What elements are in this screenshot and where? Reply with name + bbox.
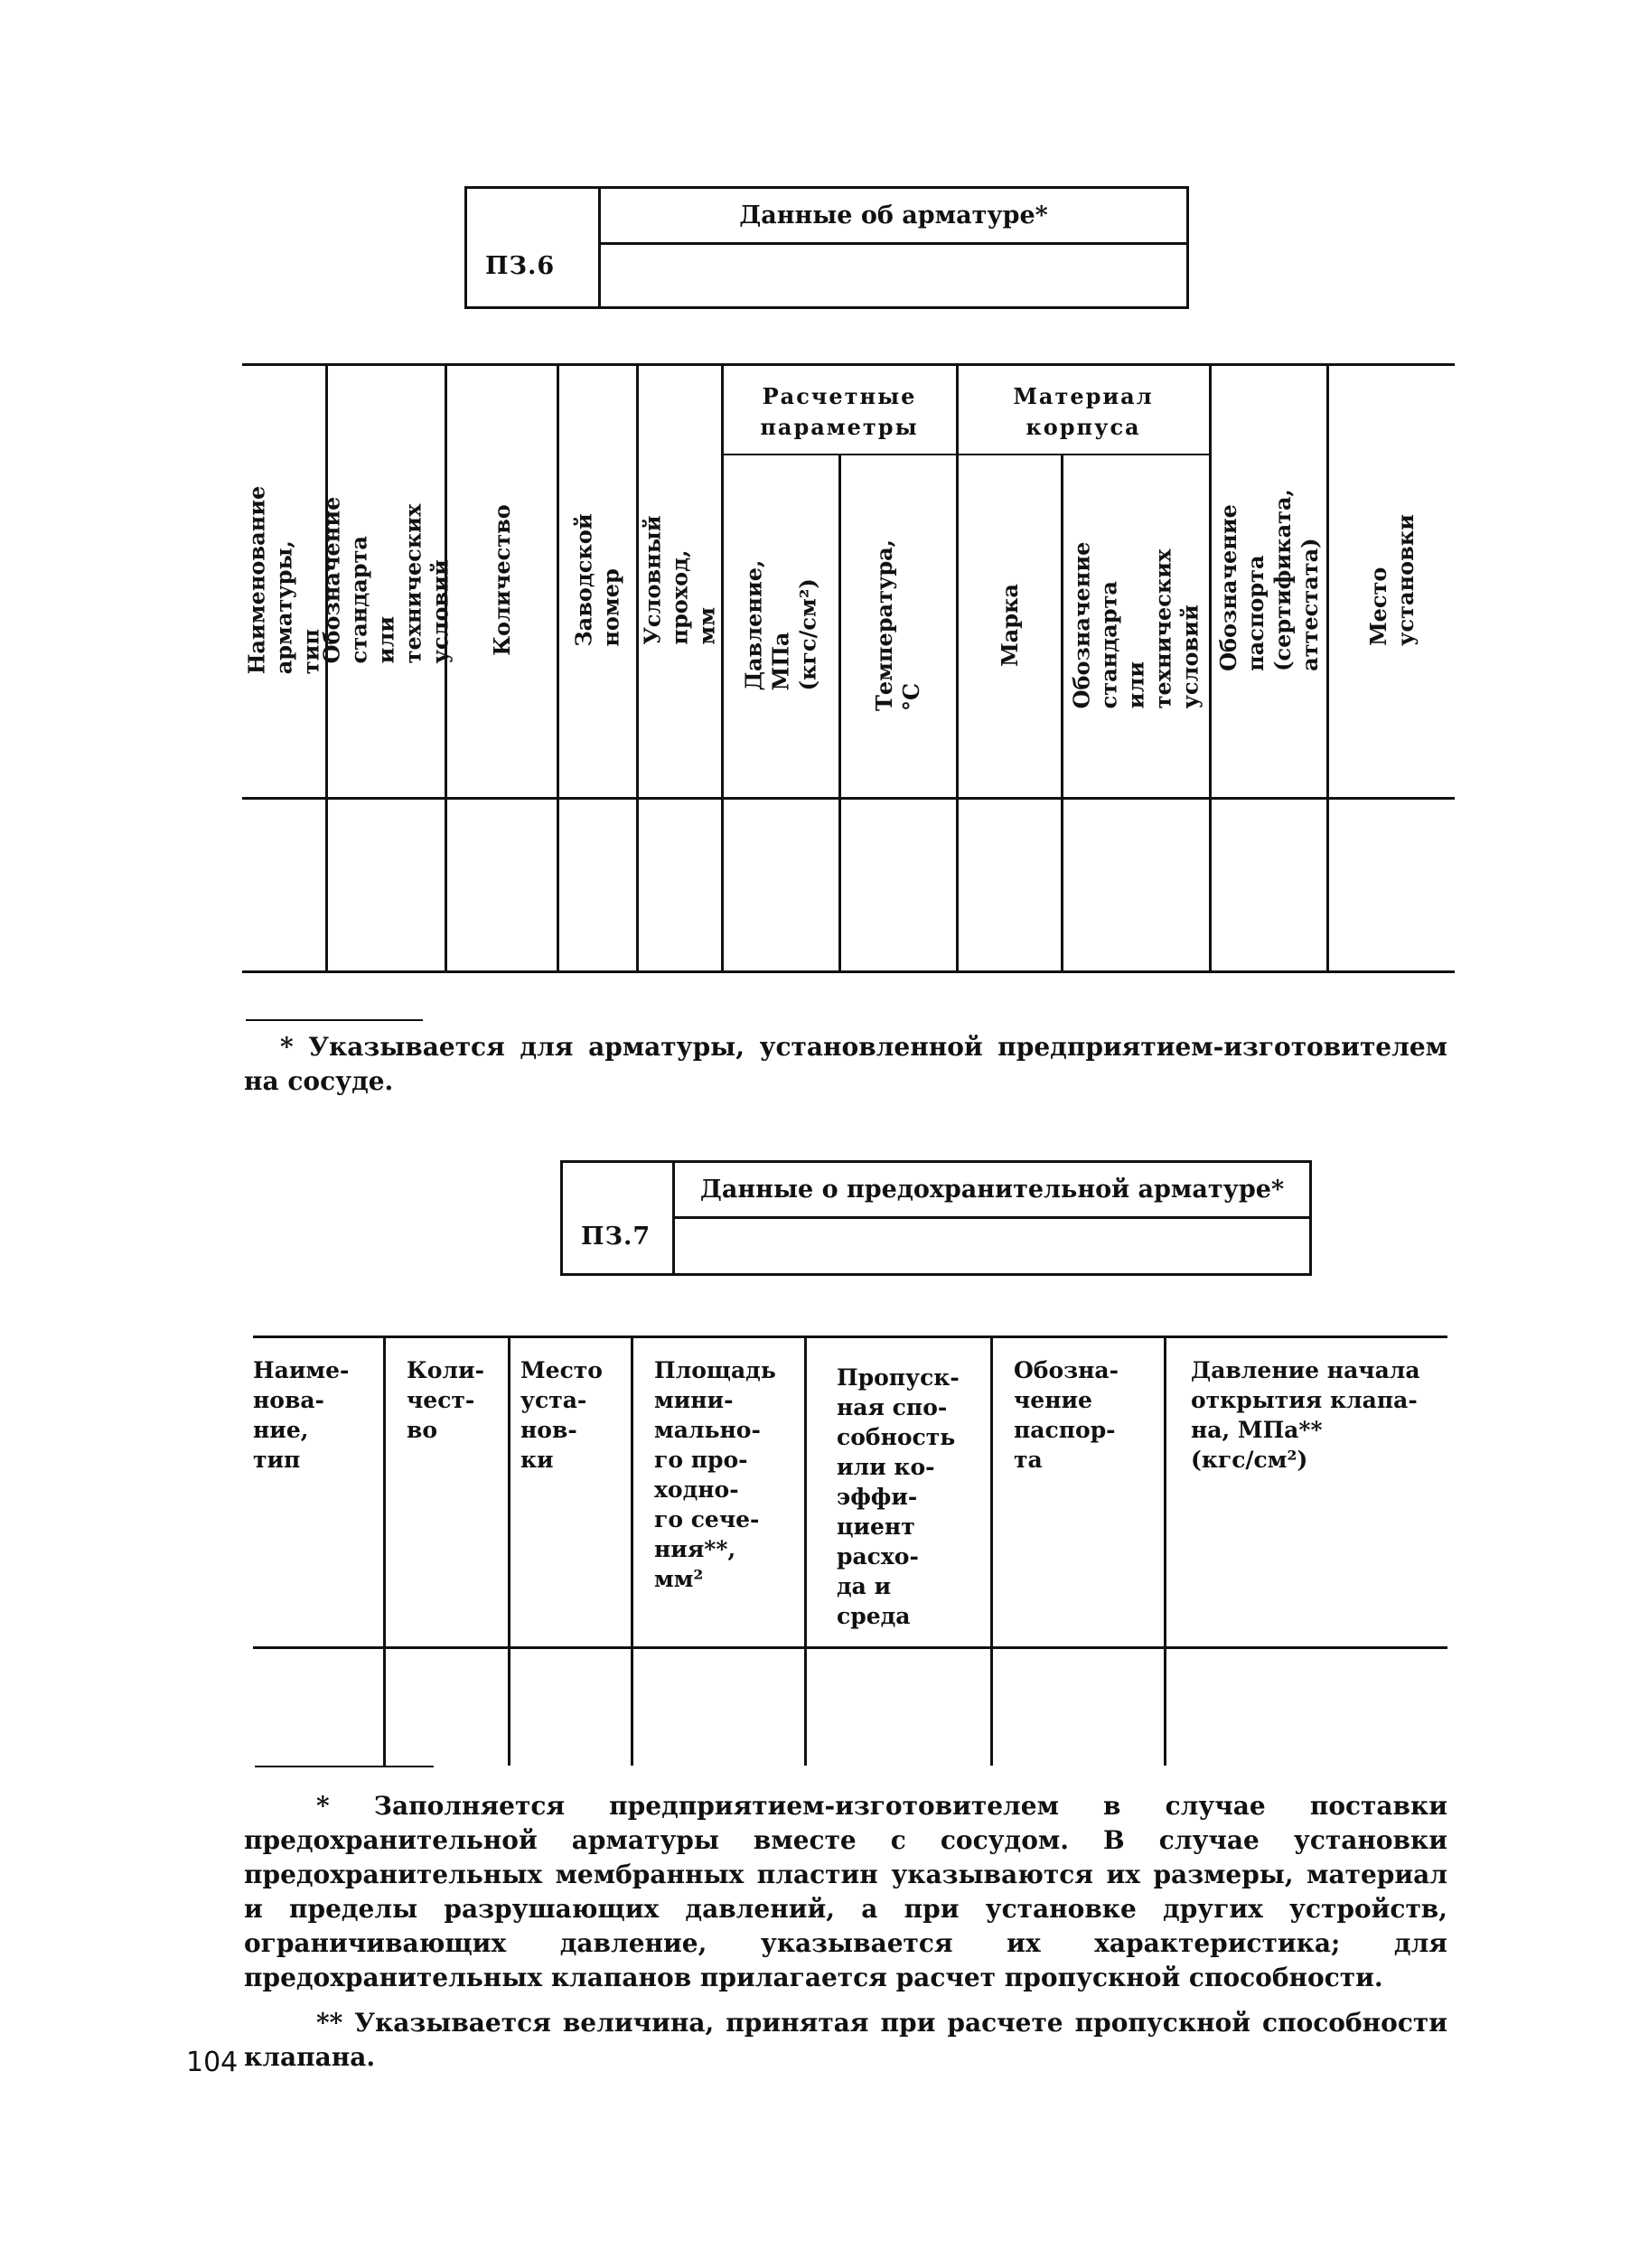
safety-armature-table (253, 1335, 1447, 1766)
col-opening-pressure: Давление начала открытия клапа- на, МПа** (кгс/см²) (1191, 1357, 1420, 1473)
armature-table (242, 363, 1455, 974)
col-name-type: Наименование арматуры, тип (243, 485, 323, 675)
col-passport: Обозна- чение паспор- та (1014, 1357, 1119, 1473)
section-header-p3-7 (560, 1160, 1312, 1276)
col-passport: Обозначение паспорта (сертификата, аттестата) (1214, 489, 1323, 671)
col-quantity: Коли- чест- во (407, 1357, 484, 1443)
section-header-p3-6 (464, 186, 1189, 309)
section-title: Данные о предохранительной арматуре* (675, 1163, 1309, 1219)
footnote-safety-armature: * Заполняется предприятием-изготовителем в случае поставки предохранительной арматуры вместе с сосудом. В случае установки предохранительных мембранных пластин указываются их размеры, материал и пределы разрушающих давлений, а при установке других устройств, ограничивающих давление, указывается их характеристика; для предохранительных клапанов прилагается расчет пропускной способности. (244, 1791, 1447, 1992)
section-title: Данные об арматуре* (601, 189, 1186, 245)
page-number: 104 (186, 2047, 239, 2078)
col-standard: Обозначение стандарта или технических условий (318, 496, 454, 664)
col-nominal-bore: Условный проход, мм (639, 515, 720, 645)
col-installation-place: Место установки (1364, 514, 1419, 646)
col-serial-number: Заводской номер (570, 513, 624, 647)
section-code: ПЗ.6 (467, 189, 601, 306)
col-quantity: Количество (488, 504, 515, 656)
footnote-rule (246, 1019, 423, 1021)
col-name-type: Наиме- нова- ние, тип (253, 1357, 350, 1473)
col-pressure: Давление, МПа (кгс/см²) (740, 559, 821, 691)
col-min-section-area: Площадь мини- мально- го про- ходно- го сече- ния**, мм² (654, 1357, 776, 1592)
col-material-standard: Обозначение стандарта или технических условий (1068, 541, 1203, 709)
col-temperature: Температура, °C (871, 539, 925, 712)
footnote-rule (255, 1766, 434, 1767)
group-body-material: Материал корпуса (1013, 383, 1154, 440)
col-throughput: Пропуск- ная спо- собность или ко- эффи- циент расхо- да и среда (837, 1364, 960, 1629)
group-design-parameters: Расчетные параметры (760, 383, 919, 440)
footnote-armature: * Указывается для арматуры, установленной предприятием-изготовителем на сосуде. (244, 1032, 1447, 1096)
col-installation-place: Место уста- нов- ки (520, 1357, 603, 1473)
section-code: ПЗ.7 (563, 1163, 675, 1273)
footnote-throughput: ** Указывается величина, принятая при расчете пропускной способности клапана. (244, 2008, 1447, 2072)
col-grade: Марка (996, 584, 1023, 667)
